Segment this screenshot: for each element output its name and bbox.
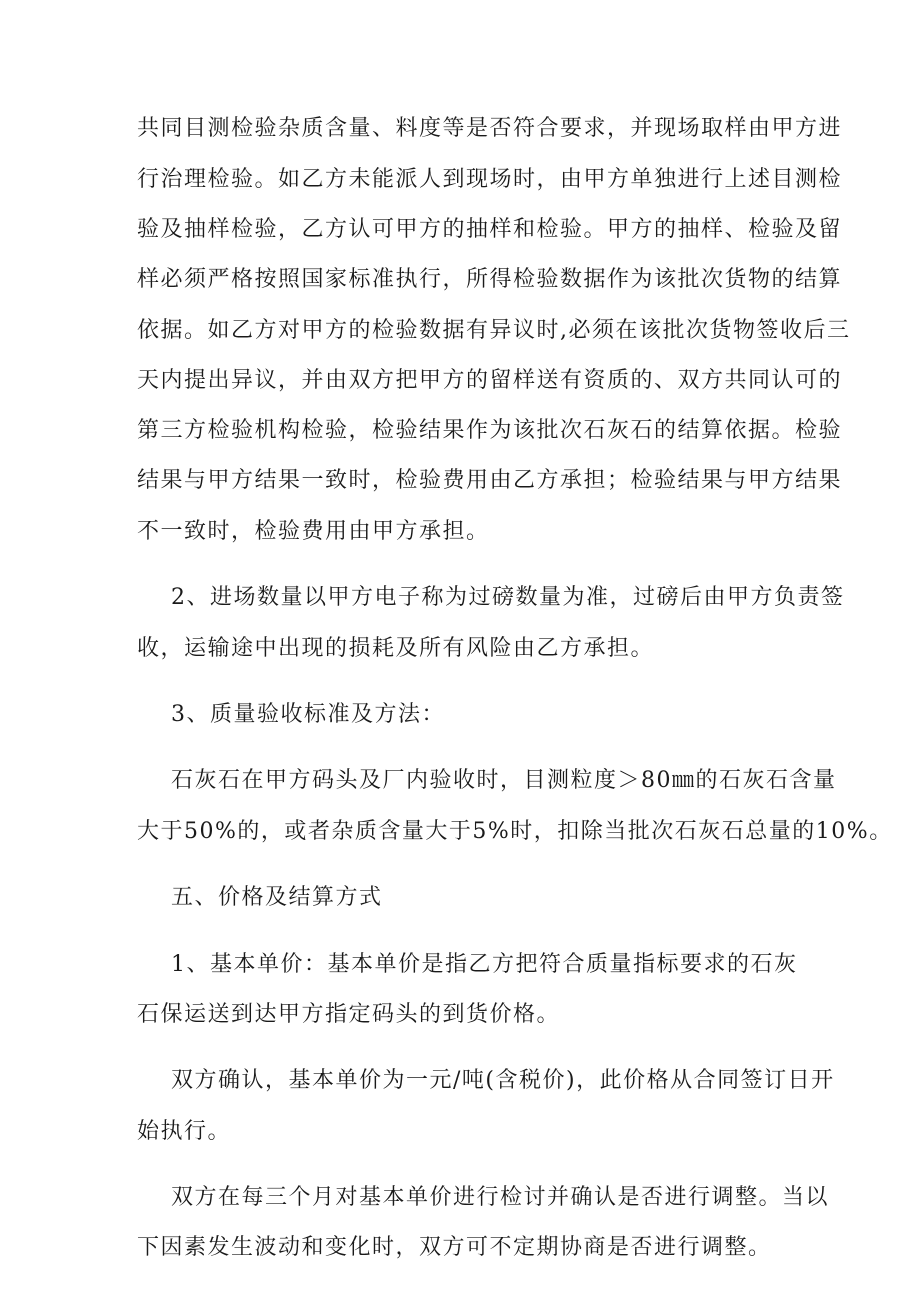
clause-1-line: 石保运送到达甲方指定码头的到货价格。 [137,1002,561,1027]
clause-2-line: 2、进场数量以甲方电子称为过磅数量为准，过磅后由甲方负责签 [171,585,845,610]
clause-1-line: 1、基本单价：基本单价是指乙方把符合质量指标要求的石灰 [171,952,798,977]
paragraph-line: 大于50%的，或者杂质含量大于5%时，扣除当批次石灰石总量的10%。 [137,819,893,844]
paragraph-line: 结果与甲方结果一致时，检验费用由乙方承担；检验结果与甲方结果 [137,468,843,493]
clause-3-heading: 3、质量验收标准及方法： [171,702,445,727]
paragraph-line: 共同目测检验杂质含量、料度等是否符合要求，并现场取样由甲方进 [137,116,843,141]
clause-2-line: 收，运输途中出现的损耗及所有风险由乙方承担。 [137,636,655,661]
paragraph-line: 验及抽样检验，乙方认可甲方的抽样和检验。甲方的抽样、检验及留 [137,217,843,242]
paragraph-line: 双方在每三个月对基本单价进行检讨并确认是否进行调整。当以 [171,1185,830,1210]
paragraph-line: 石灰石在甲方码头及厂内验收时，目测粒度＞80㎜的石灰石含量 [171,768,837,793]
paragraph-line: 不一致时，检验费用由甲方承担。 [137,519,490,544]
paragraph-line: 始执行。 [137,1119,232,1144]
paragraph-line: 第三方检验机构检验，检验结果作为该批次石灰石的结算依据。检验 [137,418,843,443]
paragraph-line: 依据。如乙方对甲方的检验数据有异议时,必须在该批次货物签收后三 [137,318,851,343]
paragraph-line: 行治理检验。如乙方未能派人到现场时，由甲方单独进行上述目测检 [137,167,843,192]
paragraph-line: 双方确认，基本单价为一元/吨(含税价)，此价格从合同签订日开 [171,1068,835,1093]
paragraph-line: 样必须严格按照国家标准执行，所得检验数据作为该批次货物的结算 [137,267,843,292]
paragraph-line: 下因素发生波动和变化时，双方可不定期协商是否进行调整。 [137,1235,772,1260]
section-heading: 五、价格及结算方式 [171,885,383,910]
paragraph-line: 天内提出异议，并由双方把甲方的留样送有资质的、双方共同认可的 [137,368,843,393]
